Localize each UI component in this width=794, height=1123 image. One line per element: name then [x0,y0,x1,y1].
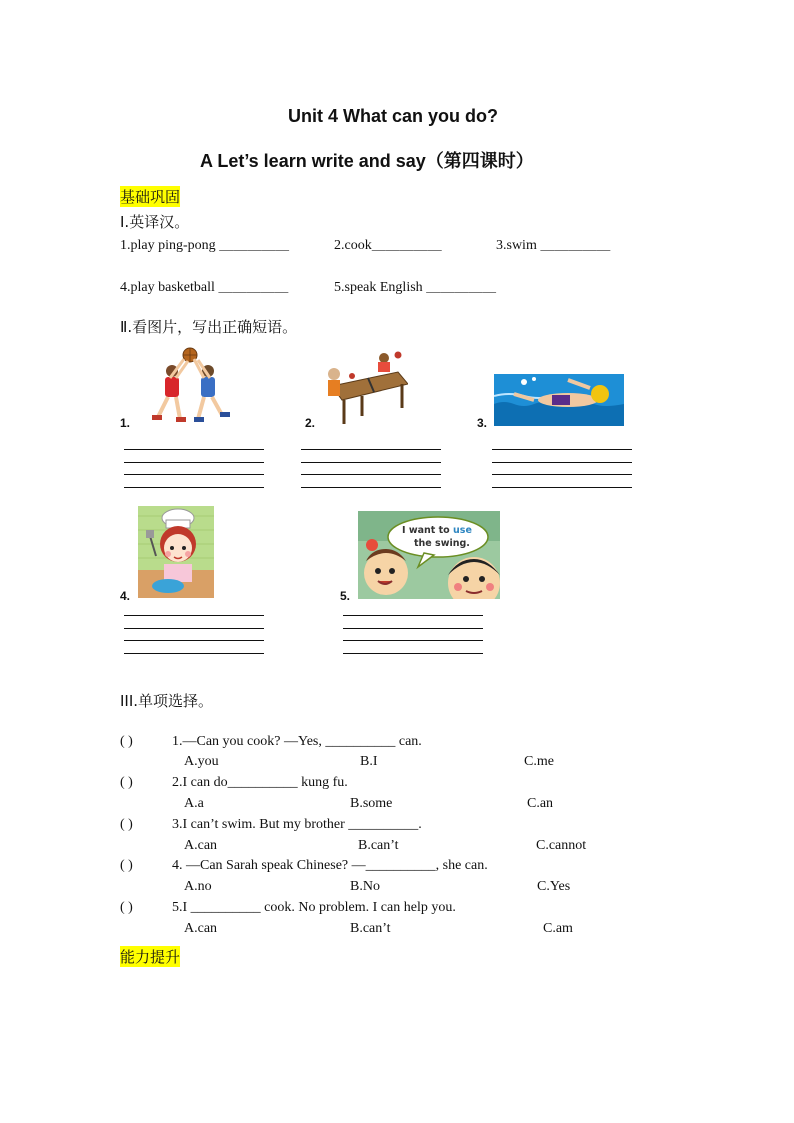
picture-number-1: 1. [120,416,131,430]
part1-item-3: 3.swim ＿＿＿＿＿ [496,238,611,253]
part3-heading: III.单项选择。 [120,692,214,710]
q2-bracket: ( ) [120,775,133,790]
page-subtitle: A Let’s learn write and say（第四课时） [200,151,534,171]
q5-bracket: ( ) [120,900,133,915]
q1-option-c: C.me [524,754,554,769]
q5-option-a: A.can [184,921,218,936]
part1-heading: Ⅰ.英译汉。 [120,213,190,231]
ping-pong-image [322,350,408,426]
section-basic-label: 基础巩固 [120,188,181,206]
part1-item-2: 2.cook＿＿＿＿＿ [334,238,442,253]
q2-option-c: C.an [527,796,554,811]
q4-option-c: C.Yes [537,879,571,894]
kids-speech-bubble-image [358,511,500,599]
answer-lines-3 [492,449,632,499]
q1-stem: 1.—Can you cook? —Yes, __________ can. [172,734,422,749]
answer-lines-1 [124,449,264,499]
cooking-girl-image [138,506,214,598]
q4-option-b: B.No [350,879,380,894]
q3-stem: 3.I can’t swim. But my brother __________. [172,817,422,832]
picture-number-4: 4. [120,589,131,603]
picture-number-2: 2. [305,416,316,430]
svg-text:I want to use [402,525,472,536]
q3-option-a: A.can [184,838,218,853]
q5-option-b: B.can’t [350,921,391,936]
answer-lines-5 [343,615,483,665]
answer-lines-2 [301,449,441,499]
q1-bracket: ( ) [120,734,133,749]
swimmer-image [494,374,624,426]
q2-option-a: A.a [184,796,204,811]
picture-number-3: 3. [477,416,488,430]
q2-option-b: B.some [350,796,393,811]
q2-stem: 2.I can do__________ kung fu. [172,775,348,790]
part1-item-4: 4.play basketball ＿＿＿＿＿ [120,280,289,295]
bubble-text-1a: I want to [402,525,454,536]
bubble-text-2: the swing. [414,538,470,549]
answer-lines-4 [124,615,264,665]
picture-number-5: 5. [340,589,351,603]
bubble-text-1b: use [453,525,472,536]
part1-item-1: 1.play ping-pong ＿＿＿＿＿ [120,238,290,253]
q3-option-b: B.can’t [358,838,399,853]
q1-option-b: B.I [360,754,378,769]
page-title: Unit 4 What can you do? [288,106,498,126]
part2-heading: Ⅱ.看图片，写出正确短语。 [120,318,298,336]
q4-stem: 4. —Can Sarah speak Chinese? —__________, she can. [172,858,488,873]
q4-bracket: ( ) [120,858,133,873]
section-improve-label: 能力提升 [120,948,181,966]
q4-option-a: A.no [184,879,212,894]
part1-item-5: 5.speak English ＿＿＿＿＿ [334,280,497,295]
q3-bracket: ( ) [120,817,133,832]
q5-option-c: C.am [543,921,573,936]
q5-stem: 5.I __________ cook. No problem. I can help you. [172,900,456,915]
q1-option-a: A.you [184,754,219,769]
basketball-players-image [140,345,240,427]
q3-option-c: C.cannot [536,838,587,853]
